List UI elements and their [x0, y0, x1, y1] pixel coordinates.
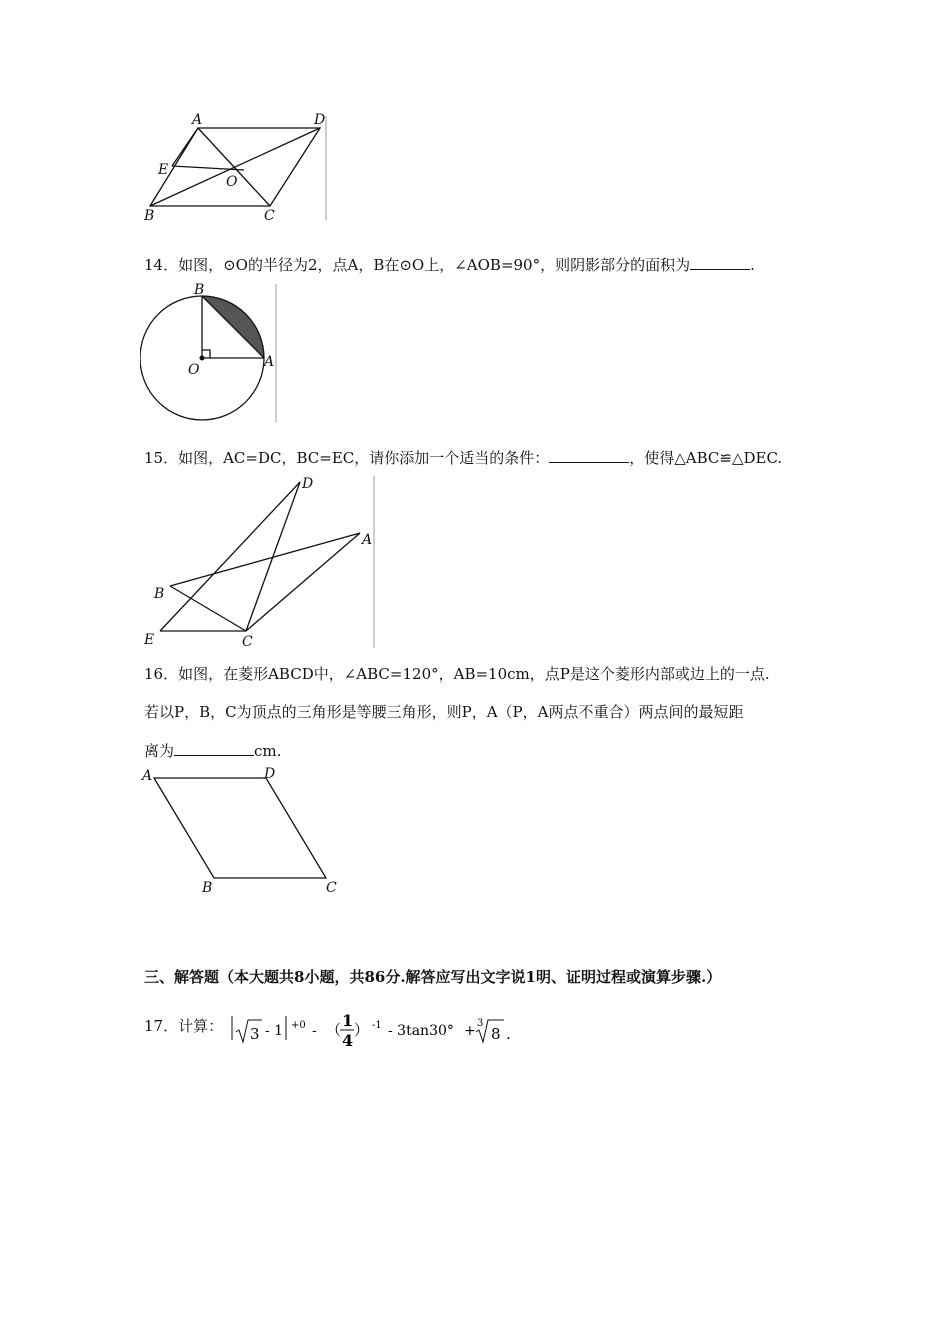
label-a: A: [192, 112, 203, 128]
label-e: E: [158, 162, 169, 178]
label-a: A: [264, 354, 275, 370]
plus-sign: +: [464, 1023, 476, 1039]
zero-exponent: +0: [291, 1020, 306, 1031]
label-o: O: [226, 174, 238, 190]
label-b: B: [154, 586, 165, 602]
math-expression: [228, 1008, 518, 1050]
answer-blank[interactable]: [549, 447, 629, 463]
sqrt-radicand: 3: [250, 1025, 260, 1043]
tan-term: - 3tan30°: [388, 1023, 454, 1039]
question-number: 16．: [144, 665, 179, 683]
minus-sign: -: [312, 1023, 317, 1039]
question-number: 14．: [144, 256, 179, 274]
label-c: C: [264, 208, 275, 224]
figure-parallelogram-abcd: [140, 108, 340, 228]
question-end: .: [750, 256, 755, 274]
question-text: 离为: [144, 742, 175, 760]
label-e: E: [144, 632, 155, 648]
label-o: O: [188, 362, 200, 378]
figure-congruent-triangles: [140, 472, 380, 652]
question-text: 如图，在菱形ABCD中，∠ABC=120°，AB=10cm，点P是这个菱形内部或边上的一点.: [178, 665, 770, 683]
minus-one: - 1: [265, 1023, 284, 1039]
label-d: D: [264, 766, 276, 782]
section-heading: 三、解答题（本大题共8小题，共86分.解答应写出文字说1明、证明过程或演算步骤.）: [144, 968, 722, 986]
svg-text:（: （: [326, 1021, 342, 1039]
question-17: [144, 1016, 223, 1046]
label-c: C: [326, 880, 337, 896]
label-a: A: [142, 768, 153, 784]
label-b: B: [144, 208, 155, 224]
answer-blank[interactable]: [690, 254, 750, 270]
cube-radicand: 8: [491, 1025, 501, 1043]
question-text: 若以P，B，C为顶点的三角形是等腰三角形，则P，A（P，A两点不重合）两点间的最短距: [144, 703, 744, 721]
question-text: 如图，⊙O的半径为2，点A，B在⊙O上，∠AOB=90°，则阴影部分的面积为: [178, 256, 691, 274]
question-prefix: 计算：: [178, 1017, 224, 1035]
fraction-denominator: 4: [342, 1031, 354, 1050]
label-d: D: [314, 112, 326, 128]
question-number: 15．: [144, 449, 179, 467]
unit: cm.: [254, 742, 282, 760]
fraction-numerator: 1: [342, 1011, 354, 1030]
question-16-line2: [144, 702, 743, 722]
question-16-line1: [144, 664, 770, 684]
label-d: D: [302, 476, 314, 492]
figure-circle-sector: [140, 280, 285, 425]
label-b: B: [202, 880, 213, 896]
cube-index: 3: [477, 1018, 484, 1029]
label-a: A: [362, 532, 373, 548]
question-end: .: [506, 1025, 511, 1043]
question-14: [144, 254, 755, 275]
question-16-line3: [144, 740, 281, 761]
question-end: ，使得△ABC≌△DEC.: [629, 449, 783, 467]
question-15: [144, 447, 782, 468]
question-number: 17．: [144, 1017, 179, 1035]
question-text: 如图，AC=DC，BC=EC，请你添加一个适当的条件：: [178, 449, 550, 467]
label-c: C: [242, 634, 253, 650]
svg-text:）: ）: [354, 1021, 370, 1039]
neg-one-exponent: -1: [372, 1020, 382, 1031]
figure-rhombus-abcd: [140, 764, 345, 899]
answer-blank[interactable]: [174, 740, 254, 756]
label-b: B: [194, 282, 205, 298]
